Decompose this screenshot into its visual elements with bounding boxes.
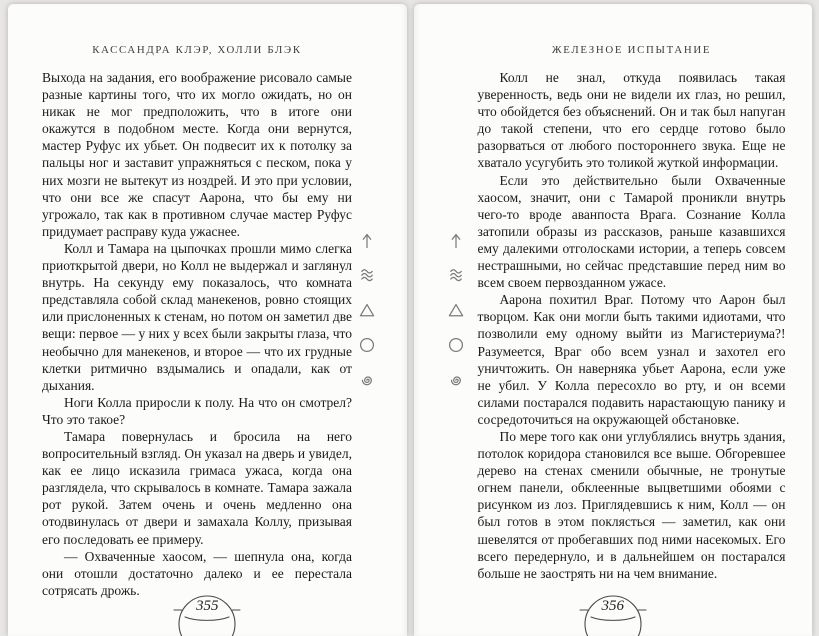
running-head-author: КАССАНДРА КЛЭР, ХОЛЛИ БЛЭК: [92, 44, 302, 56]
margin-symbols-left: [356, 230, 378, 390]
circle-icon: [357, 335, 377, 355]
waves-icon: [357, 265, 377, 285]
page-right: [414, 4, 813, 636]
paragraph: — Охваченные хаосом, — шепнула она, когда они отошли достаточно далеко и ее перестала сотрясать дрожь.: [42, 548, 352, 598]
page-number-ornament: [578, 588, 648, 636]
right-page-text: [478, 69, 786, 582]
page-left: [8, 4, 407, 636]
paragraph: Ноги Колла приросли к полу. На что он смотрел? Что это такое?: [42, 394, 352, 427]
running-head-title: ЖЕЛЕЗНОЕ ИСПЫТАНИЕ: [551, 44, 712, 56]
paragraph: Выхода на задания, его воображение рисовало самые разные картины того, что их могло ожидать, но он никак не мог предположить, что в итоге они окажутся в подобном месте. Когда они вернутся, мастер Руфус их убьет. Он подвесит их к потолку за пальцы ног и заставит упражняться с песком, пока у них мозги не вытекут из ноздрей. И это при условии, что они все же спасут Аарона, что бы ему ни угрожало, так как в противном случае мастер Руфус придумает расправу куда ужаснее.: [42, 70, 352, 239]
book-spread: [8, 4, 812, 636]
triangle-icon: [446, 300, 466, 320]
page-number: 356: [601, 598, 624, 614]
paragraph: Если это действительно были Охваченные хаосом, значит, они с Тамарой проникли внутрь чего-то вроде аванпоста Врага. Сознание Колла затопили образы из рассказов, раньше казавшихся ему далекими отголосками истории, а теперь совсем нестрашными, но сейчас представшие перед ним во всем своем первозданном ужасе.: [477, 172, 786, 291]
paragraph: По мере того как они углублялись внутрь здания, потолок коридора становился все выше. Обгоревшее дерево на стенах сменили обычные, не тронутые огнем панели, обклеенные выцветшими обоями с рисунком из лоз. Приглядевшись к ним, Колл — он был готов в этом поклясться — заметил, как они шевелятся от пробегавших под ними насекомых. Его всего передернуло, и в дальнейшем он постарался больше не заострять ни на чем внимание.: [477, 428, 786, 581]
up-arrow-icon: [357, 230, 377, 250]
triangle-icon: [357, 300, 377, 320]
paragraph: Аарона похитил Враг. Потому что Аарон был творцом. Как они могли быть такими идиотами, что позволили ему одному выйти из Магистериума?! Разумеется, Враг обо всем узнал и захотел его уничтожить. Он наверняка убьет Аарона, если уже не убил. У Колла пересохло во рту, и он всеми силами постарался подавить нарастающую панику и сосредоточиться на окружающей обстановке.: [477, 292, 786, 427]
paragraph: Колл не знал, откуда появилась такая уверенность, ведь они не видели их глаз, но решил, что обойдется без объяснений. Он и так был напуган до такой степени, что его сердце готово было разорваться от любого постороннего звука. Еще не хватало усугубить это толикой жуткой информации.: [477, 70, 786, 171]
circle-icon: [446, 335, 466, 355]
spiral-icon: [357, 370, 377, 390]
spiral-icon: [446, 370, 466, 390]
page-number: 355: [196, 598, 219, 614]
margin-symbols-right: [445, 230, 467, 390]
paragraph: Тамара повернулась и бросила на него вопросительный взгляд. Он указал на дверь и увидел, как ее лицо исказила гримаса ужаса, когда она разглядела, что скрывалось в комнате. Тамара зажала рот рукой. Затем очень и очень медленно она отодвинулась от двери и замахала Коллу, призывая его последовать ее примеру.: [42, 428, 352, 547]
page-number-ornament: [172, 588, 242, 636]
paragraph: Колл и Тамара на цыпочках прошли мимо слегка приоткрытой двери, но Колл не выдержал и заглянул внутрь. На секунду ему показалось, что комната представляла собой склад манекенов, ровно стоящих или прислоненных к стенам, но потом он заметил две вещи: первое — у них у всех были закрыты глаза, что необычно для манекенов, и второе — что их грудные клетки ритмично вздымались и опадали, как от дыхания.: [42, 240, 352, 393]
left-page-text: [42, 69, 352, 599]
waves-icon: [446, 265, 466, 285]
up-arrow-icon: [446, 230, 466, 250]
